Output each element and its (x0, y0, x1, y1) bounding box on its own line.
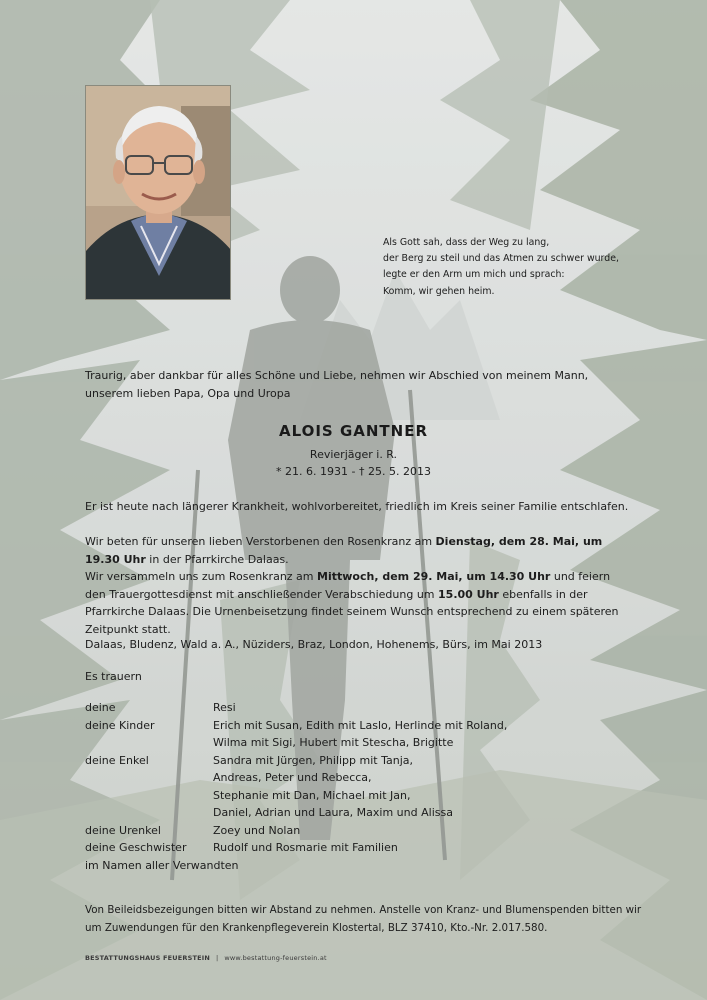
relation-label: deine (85, 701, 116, 714)
relation-names (213, 752, 453, 822)
family-row (85, 822, 507, 840)
rosary-date-2: Mittwoch, dem 29. Mai, um 14.30 Uhr (317, 570, 551, 583)
poem (383, 235, 619, 300)
service-text-part: in der Pfarrkirche Dalaas. (145, 552, 289, 566)
names-line: Stephanie mit Dan, Michael mit Jan, (213, 788, 411, 802)
footer-separator: | (216, 954, 219, 962)
deceased-dates: * 21. 6. 1931 - † 25. 5. 2013 (276, 465, 431, 478)
funeral-home-name: BESTATTUNGSHAUS FEUERSTEIN (85, 954, 210, 962)
footer (85, 954, 327, 962)
relation-names: Rudolf und Rosmarie mit Familien (213, 841, 398, 854)
relation-label: deine Enkel (85, 753, 149, 767)
donation-note: Von Beileidsbezeigungen bitten wir Abstand zu nehmen. Anstelle von Kranz- und Blumenspenden bitten wir um Zuwendungen für den Krankenpflegeverein Klostertal, BLZ 37410, Kto.-Nr. 2.017.580. (85, 904, 642, 934)
places-date: Dalaas, Bludenz, Wald a. A., Nüziders, Braz, London, Hohenems, Bürs, im Mai 2013 (85, 638, 543, 651)
relation-names: Zoey und Nolan (213, 823, 301, 837)
relation-names: Resi (213, 701, 236, 714)
rosary-date-1: Dienstag, dem 28. Mai, um 19.30 Uhr (85, 535, 603, 566)
passing-text: Er ist heute nach längerer Krankheit, wohlvorbereitet, friedlich im Kreis seiner Familie entschlafen. (85, 500, 629, 513)
service-text-part: ebenfalls in der Pfarrkirche Dalaas. Die Urnenbeisetzung findet seinem Wunsch entsprechend zu einem späteren Zeitpunkt statt. (85, 587, 619, 636)
deceased-name: ALOIS GANTNER (278, 422, 429, 440)
service-text (85, 533, 625, 638)
service-text-part: und feiern den Trauergottesdienst mit anschließender Verabschiedung um (85, 570, 611, 601)
mass-time: 15.00 Uhr (438, 587, 499, 601)
poem-line: der Berg zu steil und das Atmen zu schwer wurde, (383, 253, 619, 265)
portrait-photo (85, 85, 231, 300)
relation-label: deine Geschwister (85, 841, 187, 854)
service-text-part: Wir versammeln uns zum Rosenkranz am (85, 570, 318, 583)
names-line: Erich mit Susan, Edith mit Laslo, Herlinde mit Roland, (213, 718, 508, 732)
family-row (85, 717, 507, 752)
family-row (85, 699, 507, 717)
relation-label: deine Urenkel (85, 823, 161, 837)
family-row (85, 857, 507, 875)
names-line: Daniel, Adrian und Laura, Maxim und Alissa (213, 806, 453, 819)
intro-text: Traurig, aber dankbar für alles Schöne und Liebe, nehmen wir Abschied von meinem Mann, unserem lieben Papa, Opa und Uropa (85, 369, 589, 400)
mourners-label: Es trauern (85, 670, 142, 683)
poem-line: legte er den Arm um mich und sprach: (383, 269, 565, 281)
relatives-text: im Namen aller Verwandten (85, 858, 239, 872)
family-list (85, 699, 507, 874)
names-line: Andreas, Peter und Rebecca, (213, 771, 372, 784)
family-row (85, 752, 507, 822)
relation-label: deine Kinder (85, 718, 155, 732)
names-line: Wilma mit Sigi, Hubert mit Stescha, Brigitte (213, 736, 454, 749)
poem-line: Als Gott sah, dass der Weg zu lang, (383, 237, 550, 248)
poem-line: Komm, wir gehen heim. (383, 285, 495, 297)
family-row (85, 839, 507, 857)
service-text-part: Wir beten für unseren lieben Verstorbenen den Rosenkranz am (85, 535, 436, 548)
relation-names (213, 717, 507, 752)
names-line: Sandra mit Jürgen, Philipp mit Tanja, (213, 753, 413, 767)
funeral-home-website[interactable]: www.bestattung-feuerstein.at (224, 954, 327, 962)
deceased-title: Revierjäger i. R. (309, 448, 398, 461)
